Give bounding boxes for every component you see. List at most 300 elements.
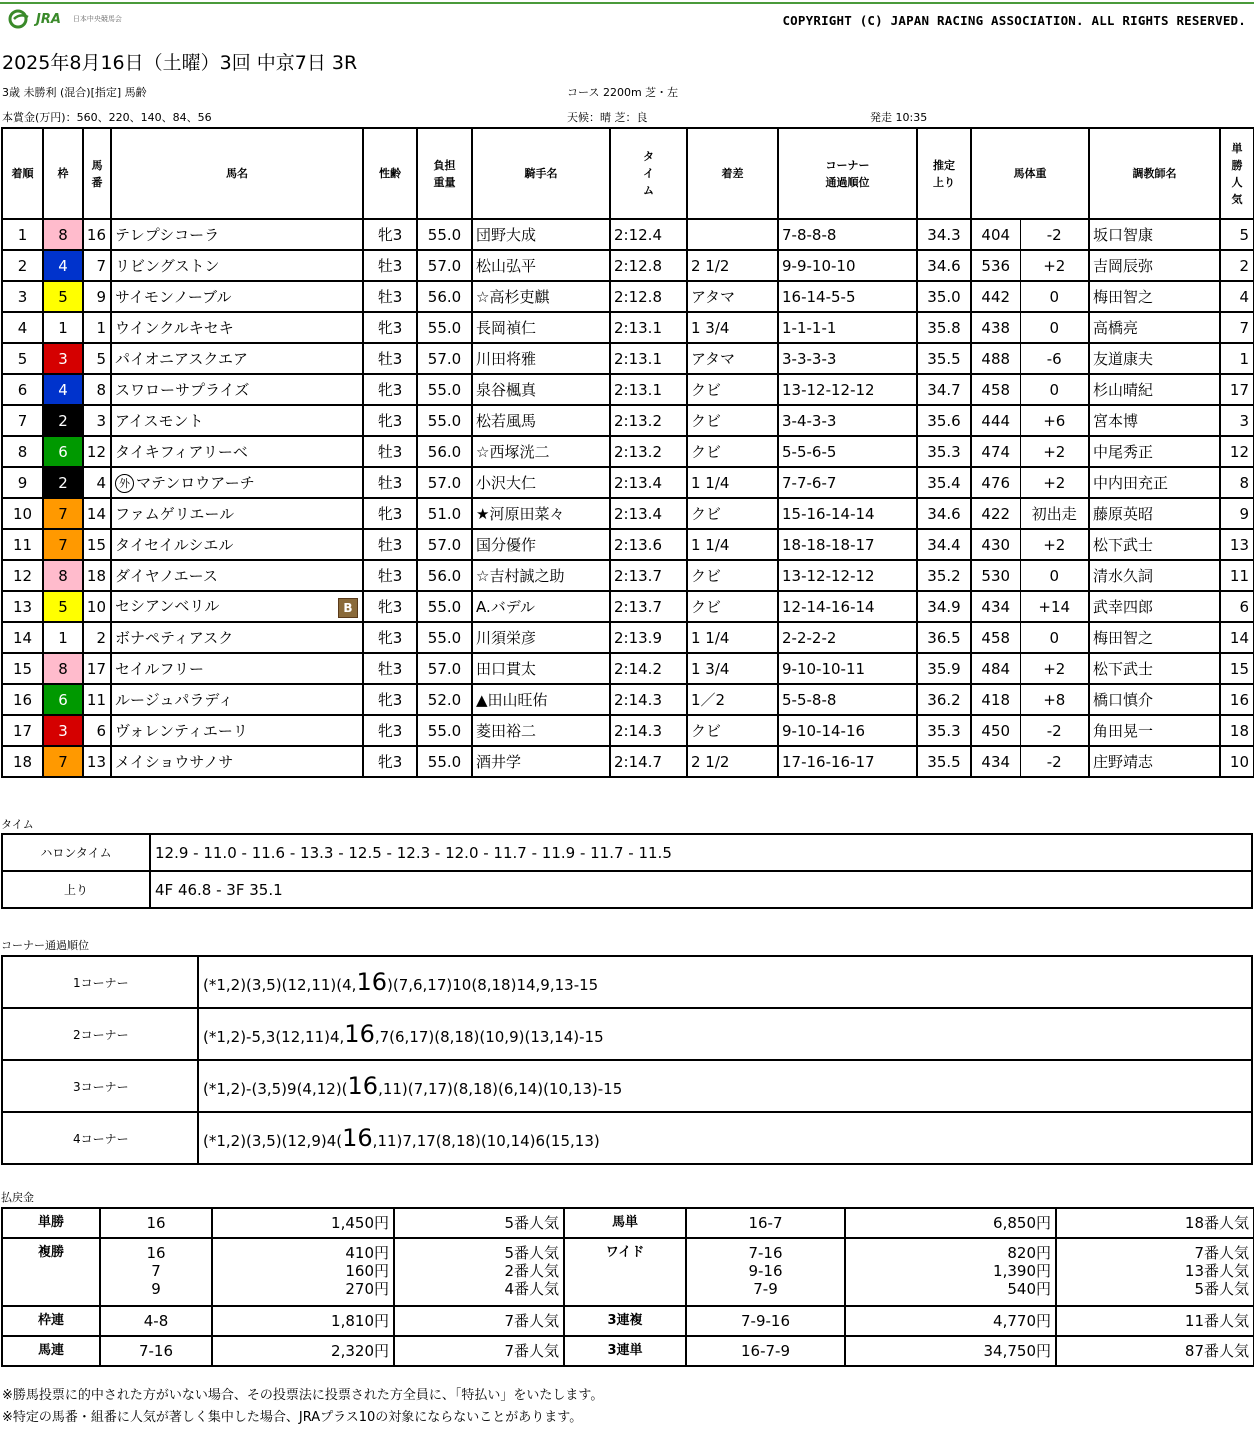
result-trainer[interactable]: 梅田智之 (1089, 622, 1220, 653)
result-pos: 17 (2, 715, 43, 746)
result-pos: 5 (2, 343, 43, 374)
result-horse[interactable] (111, 746, 363, 777)
result-row (2, 746, 1254, 777)
horse-name[interactable]: メイショウサノサ (115, 753, 234, 771)
result-pop: 18 (1220, 715, 1254, 746)
result-time: 2:13.4 (610, 498, 687, 529)
results-table (1, 127, 1254, 778)
corner-row (2, 956, 1252, 1008)
result-horse[interactable] (111, 529, 363, 560)
result-trainer[interactable]: 武幸四郎 (1089, 591, 1220, 622)
payout-row (2, 1238, 1254, 1306)
payout-type-umaren: 馬連 (2, 1336, 100, 1366)
col-header-pop: 単 勝 人 気 (1220, 128, 1254, 219)
payout-wide-pops (1056, 1238, 1254, 1306)
result-weight: 55.0 (417, 715, 472, 746)
result-margin: アタマ (687, 343, 778, 374)
result-last: 34.4 (917, 529, 971, 560)
result-last: 35.0 (917, 281, 971, 312)
result-waku: 1 (43, 312, 83, 343)
result-weight-diff: +2 (1020, 529, 1089, 560)
payout-wide-nums (686, 1238, 845, 1306)
result-last: 35.6 (917, 405, 971, 436)
horse-name[interactable]: マテンロウアーチ (136, 474, 255, 492)
horse-name[interactable]: スワローサプライズ (115, 381, 250, 399)
payout-value: 7番人気 (1194, 1244, 1249, 1262)
result-weight-diff: 0 (1020, 312, 1089, 343)
horse-name[interactable]: サイモンノーブル (115, 288, 232, 306)
result-weight: 55.0 (417, 746, 472, 777)
result-corner: 17-16-16-17 (778, 746, 917, 777)
result-horse[interactable] (111, 591, 363, 622)
payout-row (2, 1336, 1254, 1366)
payout-value: 7 (151, 1262, 161, 1280)
result-sex: 牝3 (363, 746, 417, 777)
result-num: 9 (83, 281, 111, 312)
result-horse[interactable] (111, 405, 363, 436)
result-time: 2:13.6 (610, 529, 687, 560)
result-body-weight: 530 (971, 560, 1020, 591)
result-body-weight: 484 (971, 653, 1020, 684)
result-pop: 16 (1220, 684, 1254, 715)
result-jockey[interactable]: ☆高杉吏麒 (472, 281, 610, 312)
result-weight-diff: -2 (1020, 715, 1089, 746)
result-waku: 7 (43, 498, 83, 529)
result-time: 2:13.7 (610, 591, 687, 622)
result-horse[interactable] (111, 467, 363, 498)
jra-logo (8, 9, 122, 29)
result-body-weight: 450 (971, 715, 1020, 746)
result-weight: 55.0 (417, 591, 472, 622)
result-corner: 9-10-14-16 (778, 715, 917, 746)
payout-fukusho-nums (100, 1238, 212, 1306)
result-row (2, 715, 1254, 746)
result-num: 18 (83, 560, 111, 591)
result-row (2, 343, 1254, 374)
result-last: 34.6 (917, 250, 971, 281)
result-sex: 牡3 (363, 467, 417, 498)
result-pop: 10 (1220, 746, 1254, 777)
result-weight: 55.0 (417, 405, 472, 436)
payout-wakuren-pays (212, 1306, 394, 1336)
payout-value: 16-7 (748, 1214, 783, 1232)
result-num: 15 (83, 529, 111, 560)
corner-label: 4コーナー (2, 1112, 198, 1164)
result-margin: クビ (687, 498, 778, 529)
payout-value: 16-7-9 (741, 1342, 790, 1360)
result-sex: 牡3 (363, 529, 417, 560)
result-body-weight: 430 (971, 529, 1020, 560)
payout-value: 5番人気 (504, 1244, 559, 1262)
result-trainer[interactable]: 中尾秀正 (1089, 436, 1220, 467)
col-header-margin: 着差 (687, 128, 778, 219)
result-trainer[interactable]: 宮本博 (1089, 405, 1220, 436)
result-trainer[interactable]: 庄野靖志 (1089, 746, 1220, 777)
horse-name[interactable]: ダイヤノエース (115, 567, 218, 585)
result-num: 12 (83, 436, 111, 467)
result-pos: 10 (2, 498, 43, 529)
result-waku: 2 (43, 467, 83, 498)
result-waku: 3 (43, 715, 83, 746)
result-trainer[interactable]: 梅田智之 (1089, 281, 1220, 312)
corner-order-pre: (*1,2)-(3,5)9(4,12)( (203, 1080, 348, 1098)
result-pos: 7 (2, 405, 43, 436)
payout-value: 13番人気 (1184, 1262, 1249, 1280)
result-waku: 8 (43, 653, 83, 684)
result-horse[interactable] (111, 715, 363, 746)
result-weight-diff: 0 (1020, 374, 1089, 405)
col-header-trainer: 調教師名 (1089, 128, 1220, 219)
result-weight: 57.0 (417, 653, 472, 684)
result-sex: 牡3 (363, 560, 417, 591)
result-trainer[interactable]: 松下武士 (1089, 653, 1220, 684)
horse-name[interactable]: ファムゲリエール (115, 505, 235, 523)
result-body-weight: 434 (971, 746, 1020, 777)
horse-name[interactable]: リビングストン (115, 257, 220, 275)
result-sex: 牝3 (363, 591, 417, 622)
corner-order (198, 1112, 1252, 1164)
result-weight: 52.0 (417, 684, 472, 715)
result-waku: 8 (43, 219, 83, 250)
result-jockey[interactable]: ▲田山旺佑 (472, 684, 610, 715)
result-time: 2:12.8 (610, 250, 687, 281)
result-trainer[interactable]: 松下武士 (1089, 529, 1220, 560)
result-last: 36.5 (917, 622, 971, 653)
furlong-label: ハロンタイム (2, 834, 150, 871)
result-horse[interactable] (111, 312, 363, 343)
result-weight-diff: 0 (1020, 622, 1089, 653)
horse-name[interactable]: セシアンベリル (115, 597, 220, 615)
result-horse[interactable] (111, 684, 363, 715)
payout-value: 4,770円 (993, 1312, 1051, 1330)
result-pos: 3 (2, 281, 43, 312)
result-trainer[interactable]: 杉山晴紀 (1089, 374, 1220, 405)
result-row (2, 653, 1254, 684)
result-weight-diff: 0 (1020, 560, 1089, 591)
time-section-title: タイム (1, 818, 34, 831)
corner-order-pre: (*1,2)(3,5)(12,9)4( (203, 1132, 343, 1150)
payout-value: 5番人気 (504, 1214, 559, 1232)
payout-value: 540円 (1007, 1280, 1051, 1298)
result-last: 35.2 (917, 560, 971, 591)
result-margin: 1／2 (687, 684, 778, 715)
corner-order-pre: (*1,2)-5,3(12,11)4, (203, 1028, 345, 1046)
payout-value: 16 (146, 1244, 166, 1262)
result-weight-diff: +2 (1020, 653, 1089, 684)
winner-highlight: 16 (356, 968, 387, 996)
corner-label: 1コーナー (2, 956, 198, 1008)
corner-row (2, 1112, 1252, 1164)
result-last: 35.3 (917, 436, 971, 467)
result-weight: 51.0 (417, 498, 472, 529)
result-waku: 6 (43, 684, 83, 715)
blinker-badge: B (338, 598, 358, 618)
result-jockey[interactable]: 松山弘平 (472, 250, 610, 281)
result-margin: 1 3/4 (687, 653, 778, 684)
result-row (2, 250, 1254, 281)
result-margin: 1 3/4 (687, 312, 778, 343)
result-jockey[interactable]: 川田将雅 (472, 343, 610, 374)
result-body-weight: 422 (971, 498, 1020, 529)
result-horse[interactable] (111, 219, 363, 250)
horse-name[interactable]: ウインクルキセキ (115, 319, 234, 337)
result-weight-diff: -2 (1020, 219, 1089, 250)
payout-type-umatan: 馬単 (564, 1208, 686, 1238)
result-weight-diff: 初出走 (1020, 498, 1089, 529)
result-num: 14 (83, 498, 111, 529)
result-pop: 17 (1220, 374, 1254, 405)
horse-name[interactable]: パイオニアスクエア (115, 350, 249, 368)
payout-fukusho-pops (394, 1238, 564, 1306)
result-time: 2:13.1 (610, 312, 687, 343)
jra-logo-icon (8, 9, 32, 29)
result-jockey[interactable]: ★河原田菜々 (472, 498, 610, 529)
agari-times: 4F 46.8 - 3F 35.1 (150, 871, 1252, 908)
result-last: 34.3 (917, 219, 971, 250)
result-pos: 4 (2, 312, 43, 343)
result-time: 2:13.1 (610, 343, 687, 374)
result-last: 34.9 (917, 591, 971, 622)
payout-type-fukusho: 複勝 (2, 1238, 100, 1306)
corner-order-post: )(7,6,17)10(8,18)14,9,13-15 (386, 976, 599, 994)
payout-value: 820円 (1007, 1244, 1051, 1262)
payout-type-sanrentan: 3連単 (564, 1336, 686, 1366)
result-row (2, 684, 1254, 715)
result-jockey[interactable]: ☆吉村誠之助 (472, 560, 610, 591)
result-corner: 16-14-5-5 (778, 281, 917, 312)
result-pop: 6 (1220, 591, 1254, 622)
horse-name[interactable]: セイルフリー (115, 660, 204, 678)
result-trainer[interactable]: 友道康夫 (1089, 343, 1220, 374)
result-pos: 9 (2, 467, 43, 498)
payout-sanrenpuku-nums (686, 1306, 845, 1336)
result-weight: 57.0 (417, 467, 472, 498)
result-trainer[interactable]: 高橋亮 (1089, 312, 1220, 343)
race-prize: 本賞金(万円)：560、220、140、84、56 (2, 111, 212, 124)
result-body-weight: 418 (971, 684, 1020, 715)
horse-name[interactable]: テレプシコーラ (115, 226, 220, 244)
result-jockey[interactable]: 団野大成 (472, 219, 610, 250)
result-waku: 5 (43, 591, 83, 622)
result-weight: 55.0 (417, 219, 472, 250)
result-body-weight: 536 (971, 250, 1020, 281)
payout-tansho-nums (100, 1208, 212, 1238)
result-last: 34.7 (917, 374, 971, 405)
result-weight-diff: +8 (1020, 684, 1089, 715)
payout-type-tansho: 単勝 (2, 1208, 100, 1238)
result-margin: 2 1/2 (687, 250, 778, 281)
result-jockey[interactable]: A.バデル (472, 591, 610, 622)
corner-order-pre: (*1,2)(3,5)(12,11)(4, (203, 976, 357, 994)
payout-umatan-nums (686, 1208, 845, 1238)
payout-sanrentan-pops (1056, 1336, 1254, 1366)
result-waku: 2 (43, 405, 83, 436)
result-jockey[interactable]: 川須栄彦 (472, 622, 610, 653)
corner-order-post: ,7(6,17)(8,18)(10,9)(13,14)-15 (374, 1028, 604, 1046)
payout-umatan-pays (845, 1208, 1056, 1238)
result-jockey[interactable]: 長岡禎仁 (472, 312, 610, 343)
result-num: 10 (83, 591, 111, 622)
payout-value: 34,750円 (983, 1342, 1051, 1360)
result-horse[interactable] (111, 436, 363, 467)
col-header-pos: 着順 (2, 128, 43, 219)
corner-row (2, 1060, 1252, 1112)
result-margin: クビ (687, 436, 778, 467)
result-horse[interactable] (111, 343, 363, 374)
result-pop: 9 (1220, 498, 1254, 529)
corner-label: 3コーナー (2, 1060, 198, 1112)
race-post-time: 発走 10:35 (870, 111, 928, 124)
result-pos: 16 (2, 684, 43, 715)
result-corner: 13-12-12-12 (778, 560, 917, 591)
result-horse[interactable] (111, 622, 363, 653)
result-trainer[interactable]: 藤原英昭 (1089, 498, 1220, 529)
result-trainer[interactable]: 吉岡辰弥 (1089, 250, 1220, 281)
result-pop: 4 (1220, 281, 1254, 312)
result-body-weight: 488 (971, 343, 1020, 374)
result-last: 34.6 (917, 498, 971, 529)
payout-sanrenpuku-pays (845, 1306, 1056, 1336)
horse-name[interactable]: ルージュパラディ (115, 691, 234, 709)
result-num: 7 (83, 250, 111, 281)
payout-value: 9 (151, 1280, 161, 1298)
horse-name[interactable]: ボナペティアスク (115, 629, 234, 647)
result-corner: 5-5-8-8 (778, 684, 917, 715)
result-horse[interactable] (111, 281, 363, 312)
result-row (2, 467, 1254, 498)
result-row (2, 560, 1254, 591)
payout-wakuren-nums (100, 1306, 212, 1336)
payout-value: 7-9-16 (741, 1312, 790, 1330)
result-trainer[interactable]: 中内田充正 (1089, 467, 1220, 498)
result-pos: 13 (2, 591, 43, 622)
horse-name[interactable]: タイセイルシエル (115, 536, 234, 554)
result-corner: 13-12-12-12 (778, 374, 917, 405)
result-pop: 11 (1220, 560, 1254, 591)
result-num: 16 (83, 219, 111, 250)
result-corner: 7-7-6-7 (778, 467, 917, 498)
note-jra-plus10: ※特定の馬番・組番に人気が著しく集中した場合、JRAプラス10の対象にならないことがあります。 (2, 1410, 583, 1425)
result-weight-diff: +2 (1020, 250, 1089, 281)
horse-name[interactable]: タイキフィアリーベ (115, 443, 248, 461)
horse-name[interactable]: アイスモント (115, 412, 204, 430)
result-time: 2:13.7 (610, 560, 687, 591)
payout-sanrentan-pays (845, 1336, 1056, 1366)
result-jockey[interactable]: 田口貫太 (472, 653, 610, 684)
payout-sanrentan-nums (686, 1336, 845, 1366)
result-row (2, 219, 1254, 250)
payout-row (2, 1208, 1254, 1238)
result-pos: 12 (2, 560, 43, 591)
result-margin (687, 219, 778, 250)
result-jockey[interactable]: 松若風馬 (472, 405, 610, 436)
payout-sanrenpuku-pops (1056, 1306, 1254, 1336)
result-pop: 7 (1220, 312, 1254, 343)
result-weight: 56.0 (417, 436, 472, 467)
result-weight: 55.0 (417, 312, 472, 343)
result-pop: 13 (1220, 529, 1254, 560)
result-weight: 57.0 (417, 250, 472, 281)
result-sex: 牡3 (363, 281, 417, 312)
payout-value: 160円 (345, 1262, 389, 1280)
corner-order (198, 1060, 1252, 1112)
logo-text: JRA (36, 11, 61, 27)
result-body-weight: 458 (971, 622, 1020, 653)
result-margin: クビ (687, 715, 778, 746)
result-last: 35.9 (917, 653, 971, 684)
payout-wide-pays (845, 1238, 1056, 1306)
result-body-weight: 442 (971, 281, 1020, 312)
result-horse[interactable] (111, 560, 363, 591)
result-row (2, 498, 1254, 529)
result-weight: 57.0 (417, 529, 472, 560)
header-rule (0, 2, 1254, 4)
result-margin: 1 1/4 (687, 529, 778, 560)
result-jockey[interactable]: 国分優作 (472, 529, 610, 560)
result-waku: 1 (43, 622, 83, 653)
col-header-sex: 性齢 (363, 128, 417, 219)
result-time: 2:13.4 (610, 467, 687, 498)
result-jockey[interactable]: 菱田裕二 (472, 715, 610, 746)
result-sex: 牝3 (363, 374, 417, 405)
result-trainer[interactable]: 坂口智康 (1089, 219, 1220, 250)
payout-value: 410円 (345, 1244, 389, 1262)
payout-value: 6,850円 (993, 1214, 1051, 1232)
result-waku: 8 (43, 560, 83, 591)
result-weight-diff: -6 (1020, 343, 1089, 374)
result-body-weight: 474 (971, 436, 1020, 467)
result-horse[interactable] (111, 250, 363, 281)
result-pop: 5 (1220, 219, 1254, 250)
result-trainer[interactable]: 橋口慎介 (1089, 684, 1220, 715)
corner-order (198, 956, 1252, 1008)
payout-value: 87番人気 (1184, 1342, 1249, 1360)
col-header-waku: 枠 (43, 128, 83, 219)
col-header-last: 推定 上り (917, 128, 971, 219)
corner-order (198, 1008, 1252, 1060)
result-sex: 牝3 (363, 219, 417, 250)
result-time: 2:14.7 (610, 746, 687, 777)
results-header-row (2, 128, 1254, 219)
result-jockey[interactable]: 泉谷楓真 (472, 374, 610, 405)
corner-order-post: ,11)7,17(8,18)(10,14)6(15,13) (372, 1132, 600, 1150)
result-waku: 3 (43, 343, 83, 374)
result-trainer[interactable]: 角田晃一 (1089, 715, 1220, 746)
result-horse[interactable] (111, 653, 363, 684)
result-margin: 1 1/4 (687, 622, 778, 653)
corner-order-post: ,11)(7,17)(8,18)(6,14)(10,13)-15 (378, 1080, 623, 1098)
payout-value: 9-16 (748, 1262, 783, 1280)
payout-umaren-pops (394, 1336, 564, 1366)
result-pos: 2 (2, 250, 43, 281)
result-jockey[interactable]: 酒井学 (472, 746, 610, 777)
result-row (2, 529, 1254, 560)
result-time: 2:13.9 (610, 622, 687, 653)
payout-value: 1,450円 (331, 1214, 389, 1232)
result-row (2, 374, 1254, 405)
result-body-weight: 458 (971, 374, 1020, 405)
horse-name[interactable]: ヴォレンティエーリ (115, 722, 248, 740)
result-sex: 牝3 (363, 715, 417, 746)
result-horse[interactable] (111, 498, 363, 529)
result-corner: 1-1-1-1 (778, 312, 917, 343)
result-jockey[interactable]: 小沢大仁 (472, 467, 610, 498)
result-corner: 7-8-8-8 (778, 219, 917, 250)
result-trainer[interactable]: 清水久詞 (1089, 560, 1220, 591)
result-corner: 9-10-10-11 (778, 653, 917, 684)
result-jockey[interactable]: ☆西塚洸二 (472, 436, 610, 467)
result-horse[interactable] (111, 374, 363, 405)
